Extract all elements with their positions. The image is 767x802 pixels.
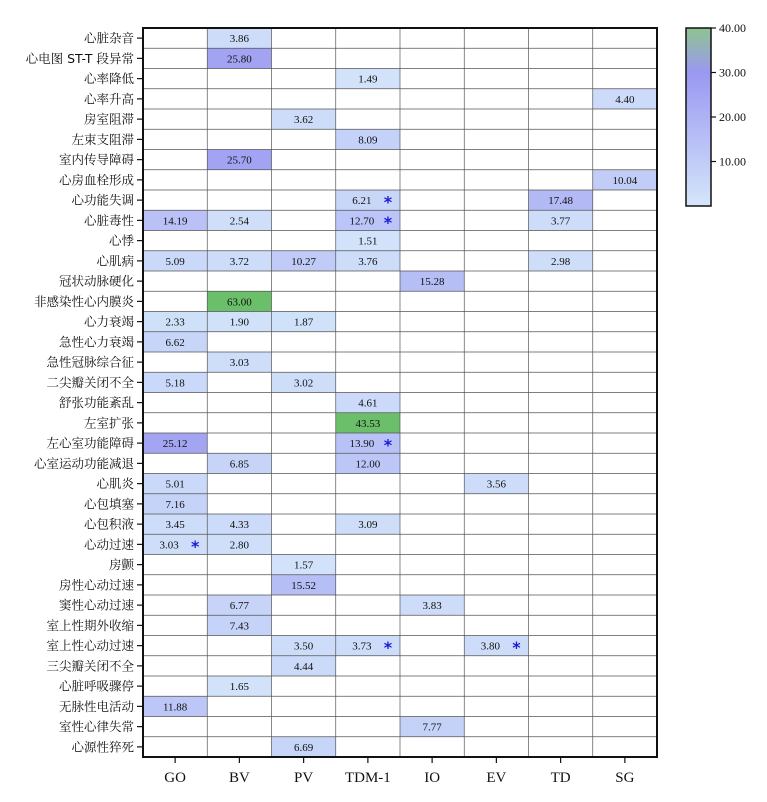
row-label: 心动过速 xyxy=(83,536,134,552)
cell-value-label: 3.50 xyxy=(294,640,314,653)
cell-value-label: 2.33 xyxy=(165,316,185,329)
significance-star: * xyxy=(383,192,393,212)
cell-value-label: 3.02 xyxy=(294,377,314,390)
cell-value-label: 3.76 xyxy=(358,255,378,268)
cell-value-label: 3.72 xyxy=(229,255,249,268)
cell-value-label: 3.03 xyxy=(159,539,179,552)
cell-value-label: 10.04 xyxy=(612,174,638,187)
row-label: 二尖瓣关闭不全 xyxy=(46,374,134,390)
cell-value-label: 3.86 xyxy=(229,33,249,46)
cell-value-label: 12.70 xyxy=(349,215,375,228)
row-label: 窦性心动过速 xyxy=(58,597,134,613)
colorbar-gradient xyxy=(686,28,711,206)
column-label: BV xyxy=(228,770,250,786)
row-label: 房性心动过速 xyxy=(58,577,134,593)
row-label: 冠状动脉硬化 xyxy=(58,273,134,289)
column-label: EV xyxy=(486,770,507,786)
cell-value-label: 4.44 xyxy=(294,660,314,673)
cell-value-label: 1.51 xyxy=(358,235,378,248)
cell-value-label: 10.27 xyxy=(291,255,316,268)
cell-value-label: 3.62 xyxy=(294,114,314,127)
cell-value-label: 7.16 xyxy=(165,498,185,511)
row-label: 室性心律失常 xyxy=(58,719,134,735)
column-labels xyxy=(164,757,634,786)
row-label: 心率降低 xyxy=(83,71,134,87)
row-label: 室内传导障碍 xyxy=(58,152,134,168)
cell-value-label: 1.57 xyxy=(294,559,314,572)
row-label: 三尖瓣关闭不全 xyxy=(46,658,134,674)
column-label: PV xyxy=(294,770,314,786)
cell-value-label: 2.54 xyxy=(229,215,249,228)
row-label: 心室运动功能减退 xyxy=(33,455,134,471)
cell-value-label: 1.90 xyxy=(229,316,249,329)
column-label: SG xyxy=(615,770,635,786)
cell-value-label: 43.53 xyxy=(355,417,381,430)
cell-value-label: 15.52 xyxy=(291,579,316,592)
row-label: 心功能失调 xyxy=(71,192,134,208)
row-label: 心脏毒性 xyxy=(83,212,134,228)
cell-value-label: 3.80 xyxy=(480,640,500,653)
cell-value-label: 4.61 xyxy=(358,397,378,410)
row-label: 急性冠脉综合征 xyxy=(46,354,134,370)
row-labels xyxy=(26,31,143,755)
cell-value-label: 2.80 xyxy=(229,539,249,552)
row-label: 左心室功能障碍 xyxy=(46,435,134,451)
row-label: 心力衰竭 xyxy=(83,314,134,330)
cell-value-label: 5.18 xyxy=(165,377,185,390)
row-label: 左束支阻滞 xyxy=(71,131,134,147)
cell-value-label: 15.28 xyxy=(419,276,445,289)
cell-value-label: 11.88 xyxy=(162,701,188,714)
row-label: 房室阻滞 xyxy=(83,111,134,127)
cell-value-label: 13.90 xyxy=(349,438,375,451)
row-label: 房颤 xyxy=(108,557,134,573)
cell-value-label: 25.80 xyxy=(227,53,252,66)
row-label: 心包填塞 xyxy=(83,496,134,512)
cell-value-label: 4.40 xyxy=(615,93,635,106)
colorbar-tick-label: 20.00 xyxy=(719,110,746,124)
cell-value-label: 3.56 xyxy=(486,478,506,491)
row-label: 心源性猝死 xyxy=(71,739,134,755)
column-label: TDM-1 xyxy=(344,770,391,786)
row-label: 心包积液 xyxy=(83,516,134,532)
cell-value-label: 6.62 xyxy=(165,336,185,349)
cell-value-label: 5.09 xyxy=(165,255,185,268)
significance-star: * xyxy=(512,638,521,658)
significance-star: * xyxy=(383,212,393,232)
colorbar-tick-label: 30.00 xyxy=(719,65,746,80)
cell-value-label: 3.73 xyxy=(352,640,372,653)
grid-lines xyxy=(143,28,657,757)
cell-value-label: 1.87 xyxy=(294,316,314,329)
cell-value-label: 7.43 xyxy=(229,620,249,633)
cell-value-label: 6.21 xyxy=(352,195,372,208)
cell-value-label: 3.77 xyxy=(551,215,571,228)
row-label: 心率升高 xyxy=(83,91,134,107)
cell-value-label: 1.49 xyxy=(358,73,378,86)
row-label: 室上性心动过速 xyxy=(46,638,134,654)
cell-value-label: 14.19 xyxy=(162,215,188,228)
cell-value-label: 3.83 xyxy=(422,600,442,613)
cell-value-label: 63.00 xyxy=(227,296,252,309)
row-label: 心悸 xyxy=(108,233,134,249)
cell-value-label: 6.77 xyxy=(229,600,249,613)
column-label: GO xyxy=(164,770,186,786)
significance-star: * xyxy=(190,536,200,556)
row-label: 急性心力衰竭 xyxy=(58,334,134,350)
row-label: 无脉性电活动 xyxy=(58,698,134,714)
row-label: 心脏杂音 xyxy=(83,30,134,46)
column-label: IO xyxy=(424,770,441,786)
row-label: 左室扩张 xyxy=(83,415,134,431)
row-label: 心肌炎 xyxy=(96,476,134,492)
cell-value-label: 6.85 xyxy=(229,458,249,471)
cell-value-label: 17.48 xyxy=(548,195,573,208)
cell-value-label: 3.09 xyxy=(358,519,378,532)
cell-value-label: 25.70 xyxy=(227,154,252,167)
row-label: 非感染性心内膜炎 xyxy=(33,293,134,309)
cell-value-label: 1.65 xyxy=(229,681,249,694)
cell-value-label: 3.03 xyxy=(229,357,249,370)
row-label: 心肌病 xyxy=(96,253,134,269)
cell-value-label: 4.33 xyxy=(229,519,249,532)
row-label: 心房血栓形成 xyxy=(58,172,134,188)
cell-value-label: 2.98 xyxy=(551,255,571,268)
significance-star: * xyxy=(383,435,393,455)
row-label: 心脏呼吸骤停 xyxy=(58,678,134,694)
colorbar xyxy=(686,21,746,206)
cell-value-label: 6.69 xyxy=(294,741,314,754)
cell-value-label: 5.01 xyxy=(165,478,185,491)
cell-value-label: 7.77 xyxy=(422,721,442,734)
colorbar-tick-label: 40.00 xyxy=(719,21,746,35)
row-label: 室上性期外收缩 xyxy=(46,617,134,633)
column-label: TD xyxy=(550,770,571,786)
cell-value-label: 3.45 xyxy=(165,519,185,532)
cell-value-label: 8.09 xyxy=(358,134,378,147)
cell-value-label: 25.12 xyxy=(162,438,188,451)
significance-star: * xyxy=(383,638,393,658)
row-label: 心电图 ST-T 段异常 xyxy=(25,50,134,66)
row-label: 舒张功能紊乱 xyxy=(58,395,134,411)
colorbar-tick-label: 10.00 xyxy=(719,154,746,169)
cell-value-label: 12.00 xyxy=(355,458,381,471)
